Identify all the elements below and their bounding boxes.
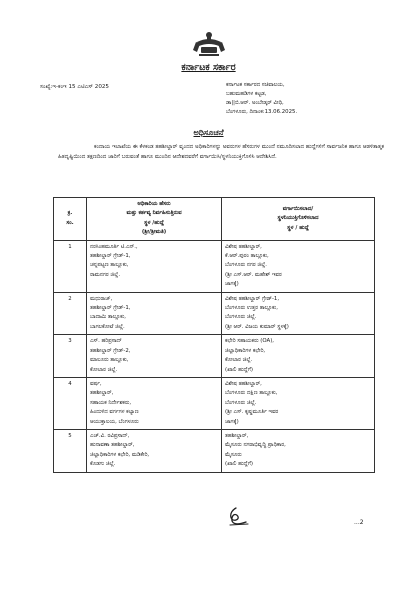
office-address	[226, 81, 297, 117]
posting-cell: ವಿಶೇಷ ತಹಶೀಲ್ದಾರ್, ಕೆ.ಆರ್.ಪುರಂ ತಾಲ್ಲೂಕು, ಬೆಂಗಳೂರು ನಗರ ಜಿಲ್ಲೆ. (ಶ್ರೀ ಎಸ್.ಆರ್. ಮಹೇಶ್ ಇವರ ಜಾಗಕ್ಕೆ)	[222, 240, 375, 292]
address-line: ಬಹುಮಹಡಿಗಳ ಕಟ್ಟಡ,	[226, 91, 267, 97]
address-line: ಬೆಂಗಳೂರು, ದಿನಾಂಕ:13.06.2025.	[226, 109, 298, 115]
officer-cell: ಮಧುರಾಜ್, ತಹಶೀಲ್ದಾರ್ ಗ್ರೇಡ್-1, ಬಾದಾಮಿ ತಾಲ್ಲೂಕು, ಬಾಗಲಕೋಟೆ ಜಿಲ್ಲೆ.	[87, 292, 222, 335]
officer-cell: ವರ್ಷ, ತಹಶೀಲ್ದಾರ್, ಸಹಾಯಕ ನಿರ್ದೇಶಕರು, ಹಿಂದುಳಿದ ವರ್ಗಗಳ ಕಲ್ಯಾಣ ಆಯುಕ್ತಾಲಯ, ಬೆಂಗಳೂರು	[87, 377, 222, 429]
posting-cell: ಕಛೇರಿ ಸಹಾಯಕರು (OA), ಜಿಲ್ಲಾಧಿಕಾರಿಗಳ ಕಛೇರಿ, ಕೋಲಾರ ಜಿಲ್ಲೆ. (ಖಾಲಿ ಹುದ್ದೆಗೆ)	[222, 335, 375, 378]
officer-cell: ನರಸಿಂಹಮೂರ್ತಿ ಟಿ.ಎನ್., ತಹಶೀಲ್ದಾರ್ ಗ್ರೇಡ್-1, ಚನ್ನಪಟ್ಟಣ ತಾಲ್ಲೂಕು, ರಾಮನಗರ ಜಿಲ್ಲೆ.	[87, 240, 222, 292]
serial-number-cell: 4	[54, 377, 87, 429]
serial-number-cell: 1	[54, 240, 87, 292]
table-header-row	[54, 198, 375, 241]
page-continuation: ...2	[354, 519, 364, 526]
signature-icon	[224, 506, 250, 528]
table-row	[54, 377, 375, 429]
notification-body: ಕಂದಾಯ ಇಲಾಖೆಯ ಈ ಕೆಳಕಂಡ ತಹಶೀಲ್ದಾರ್ ವೃಂದದ ಅಧಿಕಾರಿಗಳನ್ನು ಅವರುಗಳ ಹೆಸರುಗಳ ಮುಂದೆ ನಮೂದಿಸಲಾದ ಹುದ್ದೆಗಳಿಗೆ ಸಾರ್ವಜನಿಕ ಹಾಗೂ ಆಡಳಿತಾತ್ಮಕ ಹಿತದೃಷ್ಟಿಯಿಂದ ತಕ್ಷಣದಿಂದ ಜಾರಿಗೆ ಬರುವಂತೆ ಹಾಗೂ ಮುಂದಿನ ಆದೇಶದವರೆಗೆ ವರ್ಗಾಯಿಸಿ/ಸ್ಥಳನಿಯುಕ್ತಿಗೊಳಿಸಿ ಆದೇಶಿಸಿದೆ.	[58, 144, 384, 160]
address-line: ಕರ್ನಾಟಕ ಸರ್ಕಾರದ ಸಚಿವಾಲಯ,	[226, 82, 285, 88]
notification-title: ಅಧಿಸೂಚನೆ	[193, 128, 224, 137]
table-row	[54, 292, 375, 335]
header-new-posting: ವರ್ಗಾಯಿಸಲಾದ/ ಸ್ಥಳನಿಯುಕ್ತಿಗೊಳಿಸಲಾದ ಸ್ಥಳ / ಹುದ್ದೆ	[222, 198, 375, 241]
transfer-table	[53, 197, 375, 473]
address-line: ಡಾ||ಬಿ.ಆರ್. ಅಂಬೇಡ್ಕರ್ ವೀಧಿ,	[226, 100, 284, 106]
serial-number-cell: 3	[54, 335, 87, 378]
table-row	[54, 429, 375, 472]
serial-number-cell: 5	[54, 429, 87, 472]
table-row	[54, 335, 375, 378]
header-serial-number: ಕ್ರ. ಸಂ.	[54, 198, 87, 241]
posting-cell: ವಿಶೇಷ ತಹಶೀಲ್ದಾರ್ ಗ್ರೇಡ್-1, ಬೆಂಗಳೂರು ಉತ್ತರ ತಾಲ್ಲೂಕು, ಬೆಂಗಳೂರು ಜಿಲ್ಲೆ. (ಶ್ರೀ ಆರ್. ವಿಜಯ ಕುಮಾರ್ ಸ್ಥಳಕ್ಕೆ)	[222, 292, 375, 335]
header-officer-name: ಅಧಿಕಾರಿಯ ಹೆಸರು ಮತ್ತು ಕರ್ತವ್ಯ ನಿರ್ವಹಿಸುತ್ತಿರುವ ಸ್ಥಳ /ಹುದ್ದೆ (ಶ್ರೀ/ಶ್ರೀಮತಿ)	[87, 198, 222, 241]
government-title: ಕರ್ನಾಟಕ ಸರ್ಕಾರ	[181, 62, 236, 73]
officer-cell: ಎಸ್. ಹರಿಪ್ರಸಾದ್ ತಹಶೀಲ್ದಾರ್ ಗ್ರೇಡ್-2, ಮಾಲೂರು ತಾಲ್ಲೂಕು, ಕೋಲಾರ ಜಿಲ್ಲೆ.	[87, 335, 222, 378]
posting-cell: ತಹಶೀಲ್ದಾರ್, ಮೈಸೂರು ನಗರಾಭಿವೃದ್ಧಿ ಪ್ರಾಧಿಕಾರ, ಮೈಸೂರು (ಖಾಲಿ ಹುದ್ದೆಗೆ)	[222, 429, 375, 472]
table-row	[54, 240, 375, 292]
serial-number-cell: 2	[54, 292, 87, 335]
officer-cell: ಎಚ್.ವಿ. ರವಿಪ್ರಸಾದ್, ಹುನಾವಣಾ ತಹಶೀಲ್ದಾರ್, ಜಿಲ್ಲಾಧಿಕಾರಿಗಳ ಕಛೇರಿ, ಮಡಿಕೇರಿ, ಕೊಡಗು ಜಿಲ್ಲೆ.	[87, 429, 222, 472]
reference-number: ಸಂಖ್ಯೆ:ಇ-ಕಂಇ 15 ಎಟಿಎಸ್ 2025	[40, 84, 109, 90]
posting-cell: ವಿಶೇಷ ತಹಶೀಲ್ದಾರ್, ಬೆಂಗಳೂರು ದಕ್ಷಿಣ ತಾಲ್ಲೂಕು, ಬೆಂಗಳೂರು ಜಿಲ್ಲೆ. (ಶ್ರೀ ಎಸ್. ಕೃಷ್ಣಮೂರ್ತಿ ಇವರ ಜಾಗಕ್ಕೆ)	[222, 377, 375, 429]
karnataka-emblem-icon	[191, 30, 227, 58]
